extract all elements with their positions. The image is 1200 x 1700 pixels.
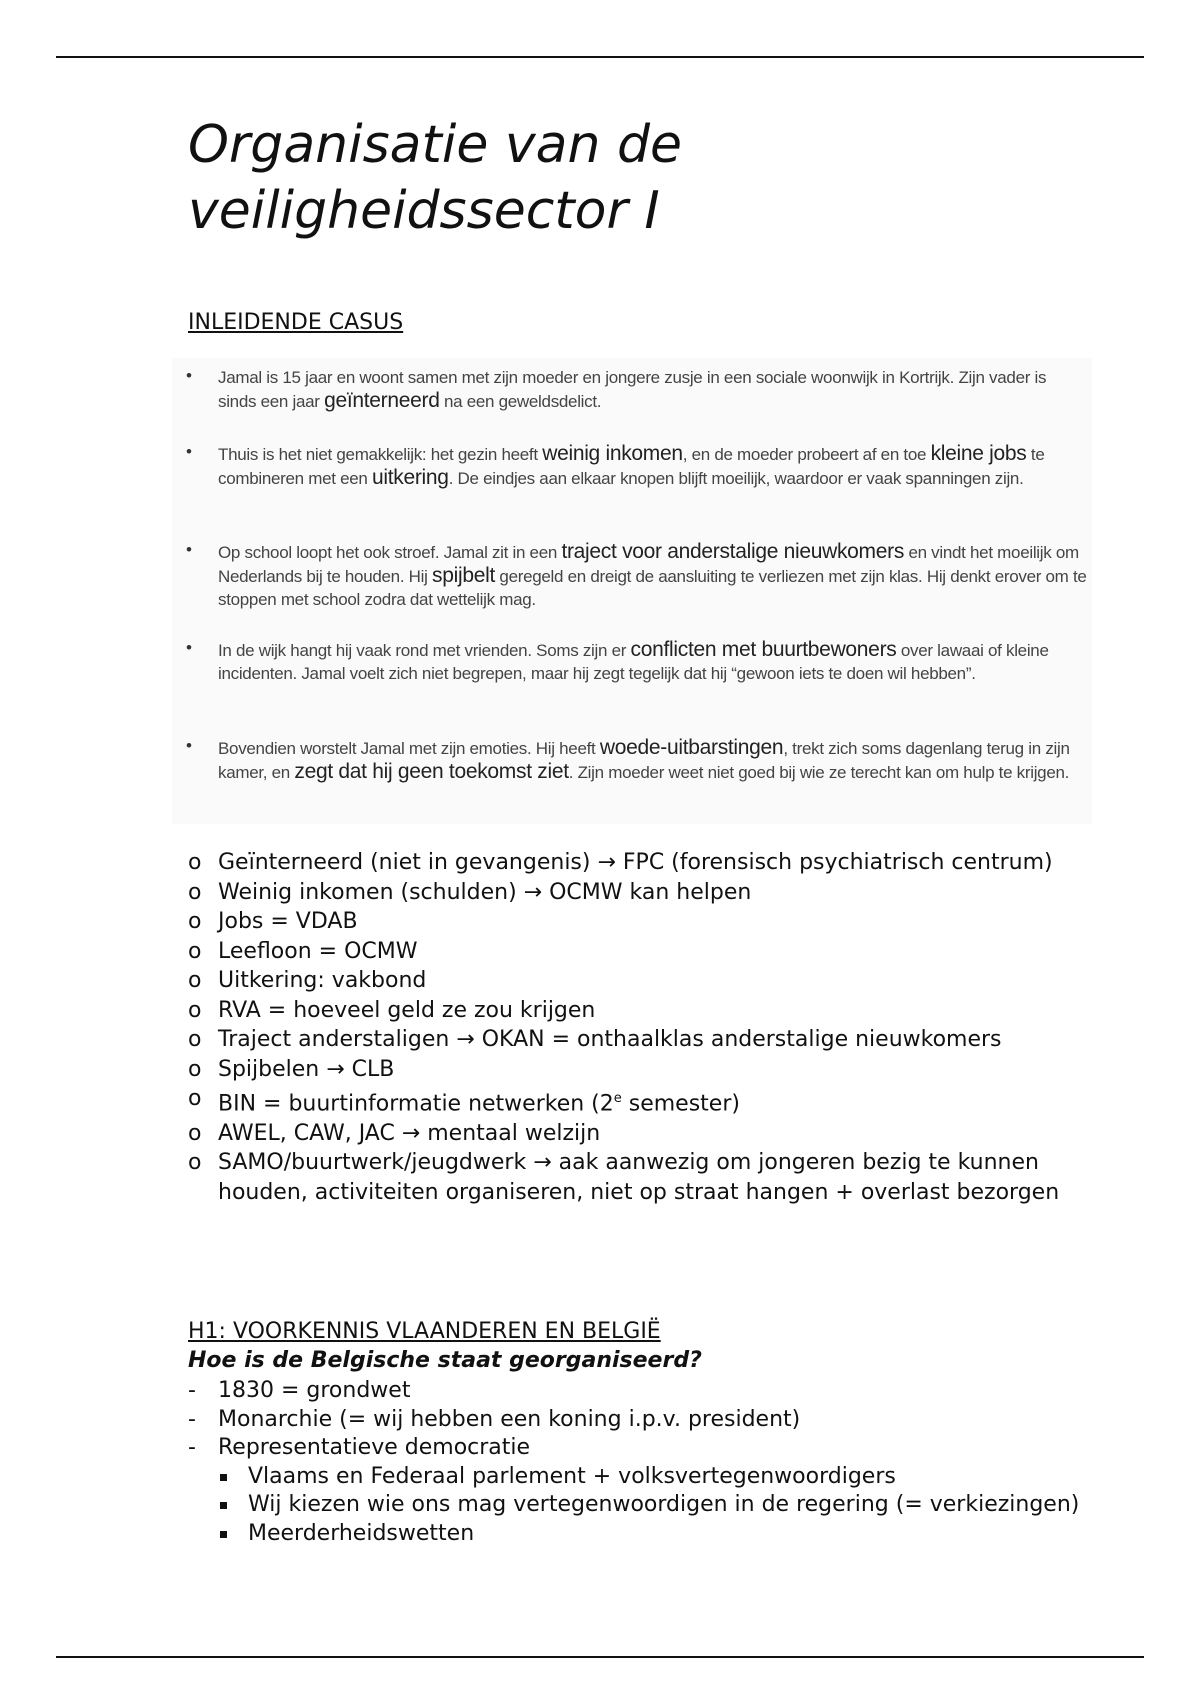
- header-rule: [56, 56, 1144, 58]
- list-item: [188, 848, 1108, 878]
- dash-bullet: -: [188, 1378, 196, 1403]
- casus-highlight: traject voor anderstalige nieuwkomers: [561, 540, 905, 563]
- list-item: [188, 996, 1108, 1026]
- casus-text: over lawaai of kleine incidenten. Jamal voelt zich niet begrepen, maar hij zegt tegelijk dat hij “gewoon iets te doen wil hebben”.: [218, 641, 1049, 683]
- list-item: [188, 878, 1108, 908]
- casus-text: na een geweldsdelict.: [439, 392, 602, 411]
- title-line-1: Organisatie van de: [188, 115, 683, 175]
- note-text: Spijbelen → CLB: [218, 1056, 395, 1082]
- item-text: 1830 = grondwet: [218, 1378, 411, 1403]
- list-item: [188, 1025, 1108, 1055]
- circle-bullet: o: [188, 879, 202, 905]
- casus-highlight: geïnterneerd: [324, 389, 440, 412]
- square-bullet-icon: [220, 1474, 227, 1481]
- note-text: semester): [621, 1091, 740, 1117]
- circle-bullet: o: [188, 1086, 202, 1111]
- h1-list: [188, 1377, 1108, 1548]
- section-question: Hoe is de Belgische staat georganiseerd?: [188, 1348, 702, 1373]
- dash-bullet: -: [188, 1435, 196, 1460]
- list-item: [188, 1055, 1108, 1085]
- list-item: [188, 1148, 1108, 1207]
- circle-bullet: o: [188, 997, 202, 1023]
- circle-bullet: o: [188, 1056, 202, 1082]
- list-item: [188, 1119, 1108, 1149]
- note-text: RVA = hoeveel geld ze zou krijgen: [218, 997, 596, 1023]
- list-item: [188, 966, 1108, 996]
- casus-text: Bovendien worstelt Jamal met zijn emoties. Hij heeft: [218, 739, 600, 758]
- h1-heading: H1: VOORKENNIS VLAANDEREN EN BELGIË: [188, 1319, 661, 1344]
- bullet: •: [186, 442, 192, 461]
- superscript: e: [613, 1091, 622, 1106]
- sub-item-text: Wij kiezen wie ons mag vertegenwoordigen in de regering (= verkiezingen): [248, 1492, 1080, 1517]
- note-text: Jobs = VDAB: [218, 909, 358, 934]
- item-text: Monarchie (= wij hebben een koning i.p.v. president): [218, 1406, 801, 1432]
- casus-text: . Zijn moeder weet niet goed bij wie ze terecht kan om hulp te krijgen.: [568, 763, 1070, 782]
- list-item: [188, 937, 1108, 967]
- circle-bullet: o: [188, 850, 202, 875]
- casus-image: [172, 358, 1092, 824]
- sub-list-item: [218, 1520, 1108, 1549]
- list-item: [188, 1406, 1108, 1435]
- casus-highlight: spijbelt: [432, 564, 495, 587]
- square-bullet-icon: [220, 1531, 227, 1538]
- bullet: •: [186, 366, 192, 385]
- casus-text: Jamal is 15 jaar en woont samen met zijn moeder en jongere zusje in een sociale woonwijk in Kortrijk. Zijn vader is sinds een jaar: [218, 368, 1047, 411]
- casus-text: In de wijk hangt hij vaak rond met vrienden. Soms zijn er: [218, 641, 631, 660]
- sub-item-text: Vlaams en Federaal parlement + volksvertegenwoordigers: [248, 1463, 896, 1489]
- note-text: AWEL, CAW, JAC → mentaal welzijn: [218, 1120, 601, 1146]
- casus-text: Op school loopt het ook stroef. Jamal zit in een: [218, 543, 562, 562]
- bullet: •: [186, 638, 192, 657]
- casus-text: , trekt zich soms dagenlang terug in zijn kamer, en: [218, 739, 1070, 782]
- casus-highlight: conflicten met buurtbewoners: [630, 638, 897, 661]
- circle-bullet: o: [188, 968, 202, 993]
- casus-highlight: uitkering: [372, 466, 449, 489]
- circle-bullet: o: [188, 1120, 202, 1146]
- list-item: [188, 1377, 1108, 1406]
- casus-text: geregeld en dreigt de aansluiting te verliezen met zijn klas. Hij denkt erover om te stoppen met school zodra dat wettelijk mag.: [218, 567, 1087, 609]
- sub-list: [218, 1463, 1108, 1549]
- circle-bullet: o: [188, 909, 202, 934]
- circle-bullet: o: [188, 938, 202, 964]
- casus-highlight: woede-uitbarstingen: [599, 736, 784, 759]
- casus-highlight: weinig inkomen: [542, 442, 683, 465]
- note-text: Leefloon = OCMW: [218, 938, 418, 964]
- circle-bullet: o: [188, 1150, 202, 1176]
- bullet: •: [186, 736, 192, 755]
- dash-bullet: -: [188, 1406, 196, 1432]
- item-text: Representatieve democratie: [218, 1435, 531, 1460]
- note-text: BIN = buurtinformatie netwerken (2: [218, 1091, 614, 1117]
- note-text: Traject anderstaligen → OKAN = onthaalklas anderstalige nieuwkomers: [218, 1027, 1002, 1052]
- casus-text: en vindt het moeilijk om Nederlands bij te houden. Hij: [218, 543, 1079, 586]
- list-item: [188, 1084, 1108, 1119]
- title-line-2: veiligheidssector I: [188, 181, 660, 241]
- note-text: SAMO/buurtwerk/jeugdwerk → aak aanwezig om jongeren bezig te kunnen houden, activiteiten organiseren, niet op straat hangen + overlast bezorgen: [218, 1150, 1060, 1205]
- casus-text: , en de moeder probeert af en toe: [682, 445, 931, 464]
- notes-list: [188, 848, 1108, 1207]
- page-title: [188, 112, 1088, 244]
- footer-rule: [56, 1656, 1144, 1658]
- casus-highlight: kleine jobs: [930, 442, 1027, 465]
- bullet: •: [186, 540, 192, 559]
- circle-bullet: o: [188, 1027, 202, 1052]
- casus-text: . De eindjes aan elkaar knopen blijft moeilijk, waardoor er vaak spanningen zijn.: [448, 469, 1024, 488]
- note-text: Uitkering: vakbond: [218, 968, 427, 993]
- sub-list-item: [218, 1491, 1108, 1520]
- list-item: [188, 907, 1108, 937]
- square-bullet-icon: [220, 1502, 227, 1509]
- casus-highlight: zegt dat hij geen toekomst ziet: [294, 760, 569, 783]
- casus-heading: INLEIDENDE CASUS: [188, 310, 404, 335]
- note-text: Geïnterneerd (niet in gevangenis) → FPC (forensisch psychiatrisch centrum): [218, 850, 1053, 875]
- sub-list-item: [218, 1463, 1108, 1492]
- list-item: [188, 1434, 1108, 1548]
- casus-text: Thuis is het niet gemakkelijk: het gezin heeft: [218, 445, 543, 464]
- note-text: Weinig inkomen (schulden) → OCMW kan helpen: [218, 879, 752, 905]
- casus-text: te combineren met een: [218, 445, 1045, 488]
- sub-item-text: Meerderheidswetten: [248, 1520, 475, 1546]
